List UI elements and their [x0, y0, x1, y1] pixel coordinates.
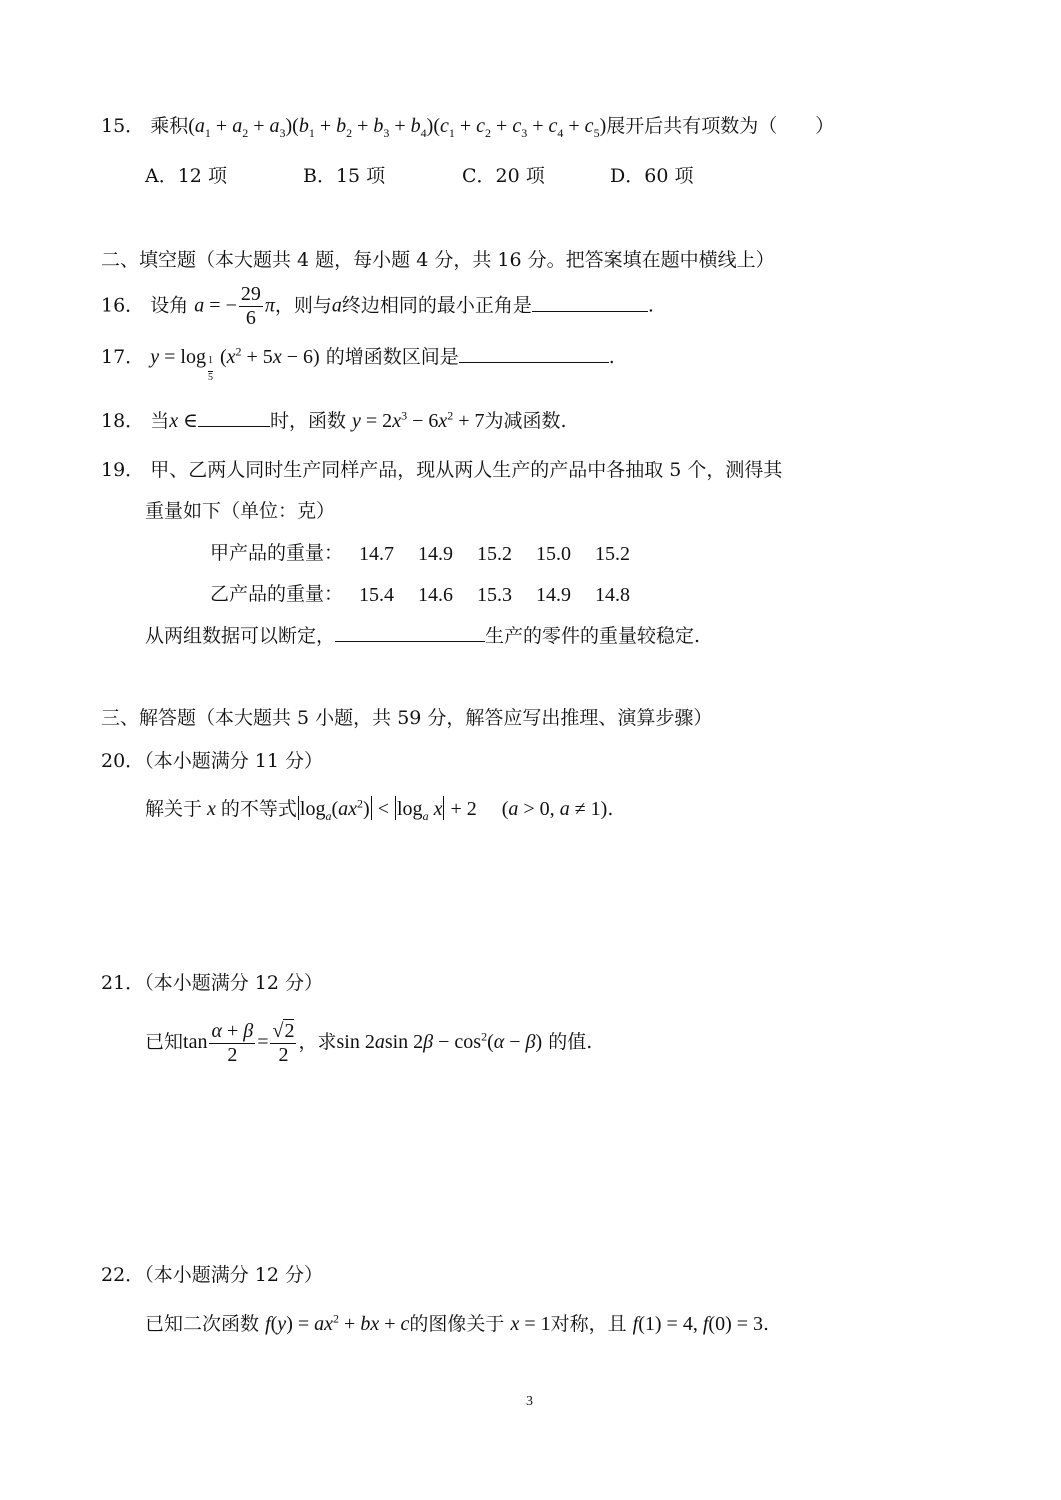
option-c: C．20 项 [462, 165, 545, 187]
question-22-body [145, 1312, 769, 1336]
axis-equation: x = 1 [510, 1313, 551, 1335]
question-text: 的不等式 [220, 798, 297, 820]
data-value: 15.2 [477, 543, 512, 565]
question-text: 的图像关于 [409, 1313, 505, 1335]
question-text: 解关于 [145, 798, 203, 820]
question-text: ，则与 [274, 294, 332, 317]
trig-expression: sin 2asin $2\beta - \cos^2(\alpha - \beta)$ [336, 1029, 543, 1054]
question-number: 18． [101, 410, 145, 432]
answer-blank[interactable] [459, 346, 609, 363]
question-21-header [101, 972, 323, 995]
data-value: 14.8 [595, 584, 630, 606]
question-text: 的值. [548, 1031, 593, 1054]
question-number: 21． [101, 972, 145, 994]
question-points: （本小题满分 11 分） [144, 750, 323, 772]
data-value: 14.6 [418, 584, 453, 606]
math-membership: x ∈ [169, 410, 198, 432]
question-19 [101, 459, 782, 482]
data-row-jia [210, 542, 343, 565]
data-value: 15.2 [595, 543, 630, 565]
math-pi: π [264, 294, 275, 317]
data-value: 15.3 [477, 584, 512, 606]
question-19-conclusion [145, 625, 700, 648]
question-text: 终边相同的最小正角是 [341, 294, 532, 317]
question-18 [101, 409, 567, 433]
question-text: ，求 [298, 1031, 337, 1054]
question-17 [101, 344, 615, 383]
answer-blank[interactable] [335, 625, 485, 642]
data-row-yi [210, 583, 343, 606]
math-variable: x [202, 798, 221, 820]
question-22-header [101, 1264, 323, 1287]
question-number: 15． [101, 115, 145, 137]
function-expression: $y = 2x^3 - 6x^2 + 7$ [352, 408, 485, 432]
inequality-expression: $\log_a(ax^2) < \log_a x + 2$ (a > 0, a ≠ 1) [299, 796, 608, 823]
log-expression: y = log $\frac{1}{5}$ $(x^2 + 5x - 6)$ [150, 344, 320, 383]
question-text: 已知二次函数 [145, 1313, 260, 1335]
section-heading: 二、填空题（本大题共 4 题，每小题 4 分，共 16 分。把答案填在题中横线上） [101, 249, 775, 271]
question-21-body [145, 1020, 592, 1067]
data-value: 14.7 [359, 543, 394, 565]
row-label: 乙产品的重量： [210, 583, 344, 605]
option-b: B．15 项 [303, 165, 386, 187]
data-value: 14.9 [536, 584, 571, 606]
question-points: （本小题满分 12 分） [144, 1264, 323, 1286]
data-value: 15.4 [359, 584, 394, 606]
math-operator: = − [204, 294, 237, 317]
question-15 [101, 114, 834, 138]
punctuation: . [763, 1313, 770, 1335]
question-text: 当 [150, 410, 170, 432]
math-variable: a [331, 294, 342, 317]
question-number: 19． [101, 459, 145, 481]
fraction-denominator: 6 [239, 306, 263, 330]
question-text: 为减函数. [484, 410, 567, 432]
section-heading: 三、解答题（本大题共 5 小题，共 59 分，解答应写出推理、演算步骤） [101, 707, 713, 729]
question-20-header [101, 750, 323, 773]
question-text: 的增函数区间是 [325, 346, 459, 368]
answer-blank[interactable] [198, 410, 270, 427]
question-text: 展开后共有项数为（ ） [606, 115, 835, 137]
punctuation: . [608, 346, 615, 368]
option-a: A．12 项 [145, 165, 227, 187]
punctuation: . [647, 294, 654, 317]
question-number: 22． [101, 1264, 145, 1286]
punctuation: . [607, 798, 614, 820]
question-points: （本小题满分 12 分） [144, 972, 323, 994]
fraction-numerator: 29 [240, 283, 261, 305]
question-text: 已知 [145, 1031, 184, 1054]
question-text: 时，函数 [269, 410, 346, 432]
question-text: 乘积 [150, 115, 189, 137]
question-16 [101, 283, 654, 330]
question-text: 对称，且 [550, 1313, 627, 1335]
question-number: 17． [101, 346, 145, 368]
question-number: 20． [101, 750, 145, 772]
question-text: 从两组数据可以断定， [145, 625, 336, 647]
question-text: 生产的零件的重量较稳定. [485, 625, 701, 647]
option-d: D．60 项 [610, 165, 694, 187]
tan-expression: tan $\frac{\alpha + \beta}{2}$ = $\frac{√2}{2}$ [183, 1020, 295, 1066]
data-value: 14.9 [418, 543, 453, 565]
question-text: 设角 [150, 294, 189, 317]
question-number: 16． [101, 294, 145, 317]
answer-blank[interactable] [532, 295, 648, 312]
fraction [239, 283, 263, 330]
row-label: 甲产品的重量： [210, 542, 344, 564]
data-value: 15.0 [536, 543, 571, 565]
math-variable: a [194, 294, 205, 317]
function-definition: $f(y) = ax^2$ + bx + c [265, 1311, 410, 1335]
question-text: 甲、乙两人同时生产同样产品，现从两人生产的产品中各抽取 5 个，测得其 [150, 459, 783, 481]
product-expression: $(a_1 + a_2 + a_3)(b_1 + b_2 + b_3 + b_4)(c_1 + c_2 + c_3 + c_4 + c_5)$ [188, 115, 607, 140]
question-text: 重量如下（单位：克） [145, 500, 336, 522]
function-values: f(1) = 4, f(0) = 3 [632, 1313, 764, 1335]
question-20-body [145, 796, 613, 821]
page-number: 3 [526, 1394, 533, 1409]
